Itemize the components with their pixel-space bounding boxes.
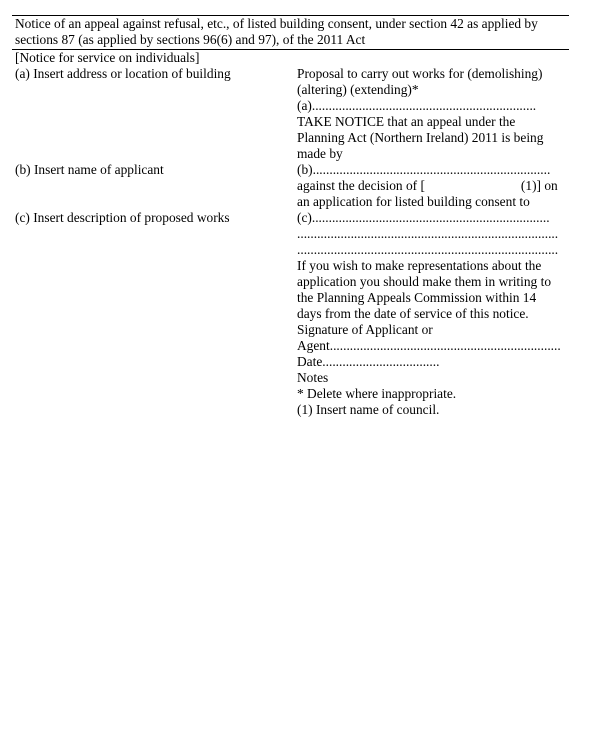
signature-label: Signature of Applicant or: [297, 322, 433, 337]
agent-field: Agent.....................................................................: [297, 338, 561, 353]
decision-suffix: (1)] on: [520, 178, 558, 193]
applicant-field: (b).......................................................................: [297, 162, 551, 177]
works-continuation: ..............................................................................: [297, 226, 559, 241]
note-delete: * Delete where inappropriate.: [297, 386, 457, 401]
proposal-line: Proposal to carry out works for (demolishing): [297, 66, 543, 81]
notice-title: Notice of an appeal against refusal, etc., of listed building consent, under section 42 as applied by sections 87 (as applied by sections 96(6) and 97), of the 2011 Act: [15, 16, 538, 47]
address-field: (a)...................................................................: [297, 98, 537, 113]
date-field: Date...................................: [297, 354, 440, 369]
works-continuation: ..............................................................................: [297, 242, 559, 257]
notice-form: [297, 66, 569, 418]
note-council: (1) Insert name of council.: [297, 402, 440, 417]
take-notice-line: made by: [297, 146, 343, 161]
note-c-works: (c) Insert description of proposed works: [15, 210, 230, 225]
decision-line: [297, 178, 569, 194]
works-field: (c).......................................................................: [297, 210, 550, 225]
application-line: an application for listed building consent to: [297, 194, 530, 209]
notes-heading: Notes: [297, 370, 329, 385]
representations-text: the Planning Appeals Commission within 14: [297, 290, 537, 305]
representations-text: days from the date of service of this notice.: [297, 306, 529, 321]
take-notice-line: TAKE NOTICE that an appeal under the: [297, 114, 516, 129]
proposal-options: (altering) (extending)*: [297, 82, 419, 97]
note-b-applicant: (b) Insert name of applicant: [15, 162, 164, 177]
service-note: [Notice for service on individuals]: [15, 50, 200, 65]
decision-prefix: against the decision of [: [297, 178, 425, 193]
note-a-address: (a) Insert address or location of building: [15, 66, 231, 81]
representations-text: If you wish to make representations about the: [297, 258, 542, 273]
take-notice-line: Planning Act (Northern Ireland) 2011 is being: [297, 130, 544, 145]
representations-text: application you should make them in writing to: [297, 274, 552, 289]
